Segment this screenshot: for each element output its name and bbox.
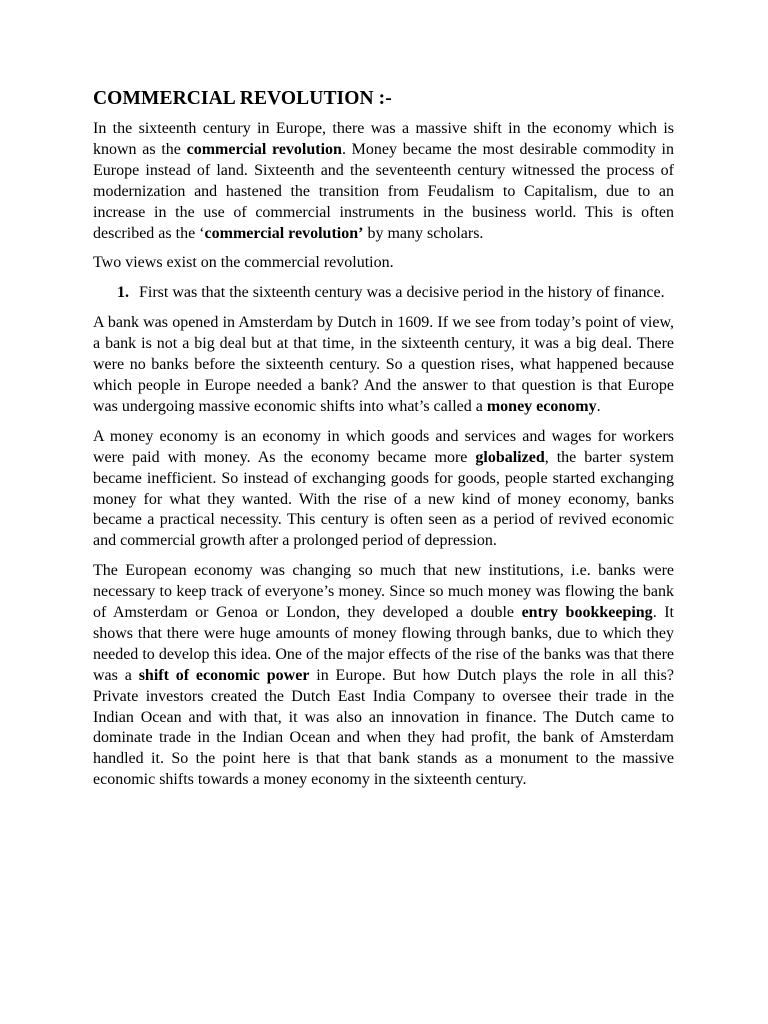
- paragraph-bank-amsterdam: [93, 313, 674, 418]
- text-run: . Money became the most desirable commodity in Europe instead of land. Sixteenth and the seventeenth century witnessed the process of modernization and hastened the transition from Feudalism to Capitalism, due to an increase in the use of commercial instruments in the business world. This is often described as the ‘: [93, 140, 674, 242]
- text-run: A bank was opened in Amsterdam by Dutch in 1609. If we see from today’s point of view, a bank is not a big deal but at that time, in the sixteenth century, it was a big deal. There were no banks before the sixteenth century. So a question rises, what happened because which people in Europe needed a bank? And the answer to that question is that Europe was undergoing massive economic shifts into what’s called a: [93, 314, 674, 415]
- text-run: . It shows that there were huge amounts of money flowing through banks, due to which they needed to develop this idea. One of the major effects of the rise of the banks was that there was a: [93, 604, 674, 684]
- text-run: A money economy is an economy in which goods and services and wages for workers were paid with money. As the economy became more: [93, 427, 674, 466]
- numbered-list: [93, 283, 674, 304]
- text-run: The European economy was changing so much that new institutions, i.e. banks were necessary to keep track of everyone’s money. Since so much money was flowing the bank of Amsterdam or Genoa or London, they developed a double: [93, 562, 674, 622]
- paragraph-two-views: Two views exist on the commercial revolution.: [93, 254, 394, 272]
- bold-term: commercial revolution: [186, 140, 342, 158]
- text-run: by many scholars.: [363, 224, 484, 242]
- bold-term: commercial revolution’: [204, 224, 364, 242]
- list-item: [117, 283, 674, 304]
- page-title: COMMERCIAL REVOLUTION :-: [93, 88, 392, 109]
- paragraph-european-economy: [93, 561, 674, 791]
- text-run: In the sixteenth century in Europe, there was a massive shift in the economy which is known as the: [93, 120, 674, 158]
- text-run: .: [596, 397, 601, 415]
- paragraph-money-economy: [93, 427, 674, 552]
- list-number: 1.: [117, 284, 129, 302]
- bold-term: shift of economic power: [138, 666, 310, 684]
- text-run: in Europe. But how Dutch plays the role in all this? Private investors created the Dutch East India Company to oversee their trade in the Indian Ocean and with that, it was also an innovation in finance. The Dutch came to dominate trade in the Indian Ocean and when they had profit, the bank of Amsterdam handled it. So the point here is that that bank stands as a monument to the massive economic shifts towards a money economy in the sixteenth century.: [93, 666, 675, 789]
- paragraph-intro: [93, 119, 674, 244]
- bold-term: globalized: [475, 448, 545, 466]
- list-item-text: First was that the sixteenth century was a decisive period in the history of finance.: [139, 284, 665, 302]
- bold-term: money economy: [486, 397, 597, 415]
- text-run: , the barter system became inefficient. So instead of exchanging goods for goods, people started exchanging money for what they wanted. With the rise of a new kind of money economy, banks became a practical necessity. This century is often seen as a period of revived economic and commercial growth after a prolonged period of depression.: [93, 448, 675, 550]
- bold-term: entry bookkeeping: [521, 604, 653, 622]
